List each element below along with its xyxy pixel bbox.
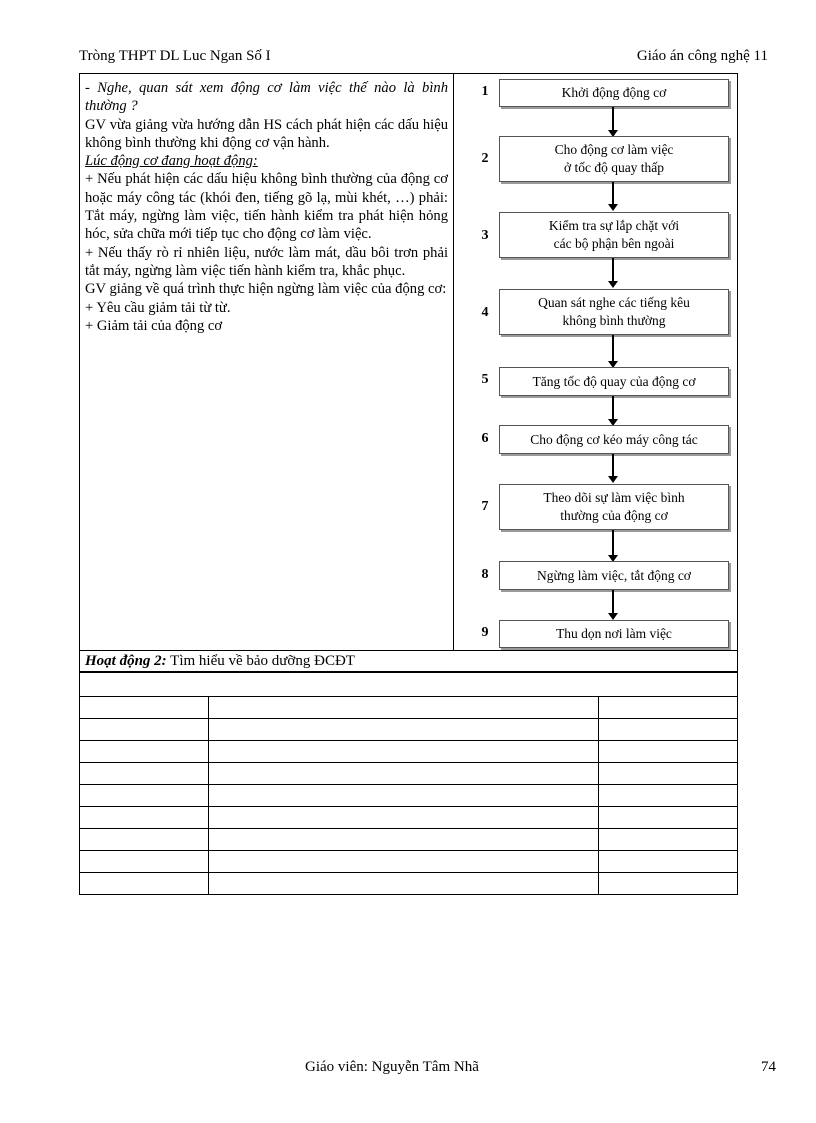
text-line: + Nếu thấy rò rỉ nhiên liệu, nước làm mát, dầu bôi trơn phải tắt máy, ngừng làm việc tiến hành kiểm tra, khắc phục. — [85, 244, 448, 279]
table-cell — [209, 851, 599, 873]
table-cell — [209, 785, 599, 807]
table-cell — [80, 851, 209, 873]
step-box: Ngừng làm việc, tắt động cơ — [499, 561, 729, 590]
step-number: 8 — [481, 567, 489, 582]
step-box: Khởi động động cơ — [499, 79, 729, 107]
arrow-down-icon — [612, 590, 614, 618]
table-cell — [599, 763, 738, 785]
table-cell — [209, 697, 599, 719]
arrow-down-icon — [612, 335, 614, 366]
text-line: GV vừa giảng vừa hướng dẫn HS cách phát hiện các dấu hiệu không bình thường khi động cơ vận hành. — [85, 116, 448, 151]
header-subject: Giáo án công nghệ 11 — [636, 48, 768, 64]
text-line: + Yêu cầu giảm tải từ từ. — [85, 299, 231, 316]
step-box: Theo dõi sự làm việc bình thường của động cơ — [499, 484, 729, 530]
step-box: Quan sát nghe các tiếng kêu không bình thường — [499, 289, 729, 335]
step-box: Tăng tốc độ quay của động cơ — [499, 367, 729, 396]
flowchart — [454, 74, 738, 650]
table-cell — [599, 873, 738, 895]
table-cell — [80, 697, 209, 719]
page-number: 74 — [761, 1059, 776, 1075]
table-cell — [80, 763, 209, 785]
table-cell — [80, 785, 209, 807]
activity-row — [79, 651, 738, 672]
step-number: 1 — [481, 84, 489, 99]
lesson-text — [80, 74, 454, 650]
table-cell — [599, 785, 738, 807]
empty-table — [79, 672, 738, 895]
step-number: 6 — [481, 431, 489, 446]
table-cell — [599, 851, 738, 873]
arrow-down-icon — [612, 530, 614, 560]
table-cell — [599, 719, 738, 741]
table-cell — [209, 763, 599, 785]
step-number: 7 — [481, 499, 489, 514]
table-cell — [80, 807, 209, 829]
step-box: Thu dọn nơi làm việc — [499, 620, 729, 648]
arrow-down-icon — [612, 182, 614, 209]
text-line: + Nếu phát hiện các dấu hiệu không bình thường của động cơ hoặc máy công tác (khói đen, tiếng gõ lạ, mùi khét, …) phải: Tắt máy, ngừng làm việc, tiến hành kiểm tra phát hiện hỏng hóc, sửa chữa mới tiếp tục cho động cơ làm việc. — [85, 171, 448, 243]
table-cell — [80, 873, 209, 895]
text-line: - Nghe, quan sát xem động cơ làm việc thế nào là bình thường ? — [85, 80, 448, 115]
table-cell — [80, 829, 209, 851]
arrow-down-icon — [612, 258, 614, 286]
step-number: 5 — [481, 372, 489, 387]
table-cell — [209, 807, 599, 829]
step-box: Cho động cơ kéo máy công tác — [499, 425, 729, 454]
footer-teacher: Giáo viên: Nguyễn Tâm Nhã — [305, 1059, 479, 1075]
table-cell — [80, 741, 209, 763]
text-line: GV giảng về quá trình thực hiện ngừng làm việc của động cơ: — [85, 281, 447, 298]
table-cell — [599, 697, 738, 719]
text-line: + Giảm tải của động cơ — [85, 317, 223, 334]
table-cell — [209, 719, 599, 741]
step-box: Cho động cơ làm việc ở tốc độ quay thấp — [499, 136, 729, 182]
activity-label: Hoạt động 2: — [85, 653, 167, 669]
table-cell — [80, 719, 209, 741]
step-box: Kiểm tra sự lắp chặt với các bộ phận bên ngoài — [499, 212, 729, 258]
arrow-down-icon — [612, 454, 614, 481]
table-cell — [209, 829, 599, 851]
table-cell — [599, 741, 738, 763]
table-cell — [599, 807, 738, 829]
step-number: 3 — [481, 228, 489, 243]
table-cell — [209, 741, 599, 763]
table-cell — [209, 873, 599, 895]
step-number: 9 — [481, 625, 489, 640]
lesson-table — [79, 73, 738, 651]
arrow-down-icon — [612, 396, 614, 424]
header-school: Tròng THPT DL Luc Ngan Số I — [79, 48, 271, 64]
arrow-down-icon — [612, 107, 614, 135]
text-line: Lúc động cơ đang hoạt động: — [85, 153, 258, 170]
step-number: 2 — [481, 151, 489, 166]
activity-title: Tìm hiểu về bảo dưỡng ĐCĐT — [166, 653, 355, 669]
step-number: 4 — [481, 305, 489, 320]
table-cell — [599, 829, 738, 851]
table-cell — [80, 673, 738, 697]
